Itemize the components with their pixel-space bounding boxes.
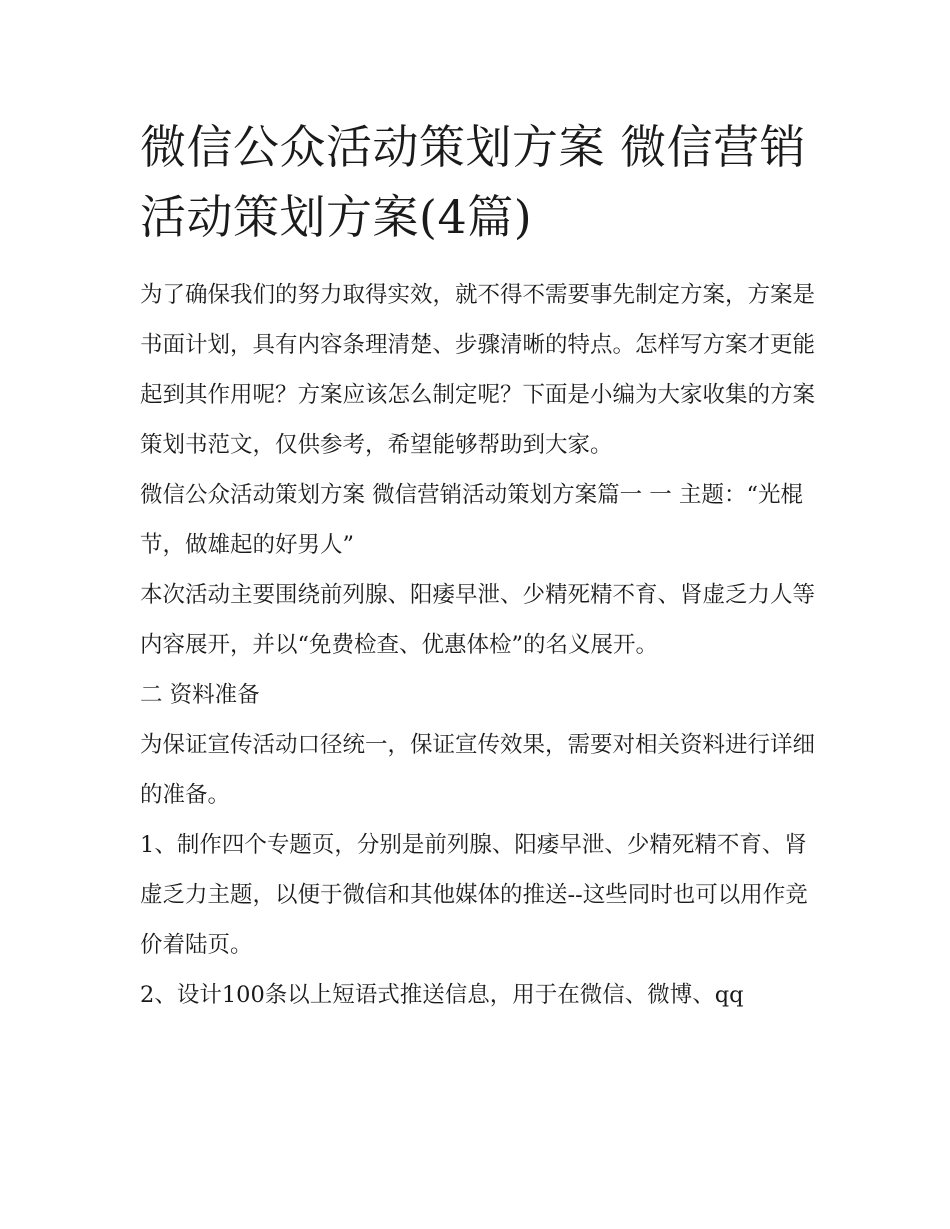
list-item-two: 2、设计100条以上短语式推送信息，用于在微信、微博、qq bbox=[140, 982, 744, 1008]
list-item-one: 1、制作四个专题页，分别是前列腺、阳痿早泄、少精死精不育、肾虚乏力主题，以便于微信和其他媒体的推送--这些同时也可以用作竞价着陆页。 bbox=[140, 832, 808, 958]
document-title: 微信公众活动策划方案 微信营销活动策划方案(4篇) bbox=[140, 120, 807, 244]
activity-description-paragraph: 本次活动主要围绕前列腺、阳痿早泄、少精死精不育、肾虚乏力人等内容展开，并以“免费检查、优惠体检”的名义展开。 bbox=[140, 582, 816, 658]
intro-paragraph: 为了确保我们的努力取得实效，就不得不需要事先制定方案，方案是书面计划，具有内容条理清楚、步骤清晰的特点。怎样写方案才更能起到其作用呢？方案应该怎么制定呢？下面是小编为大家收集的方案策划书范文，仅供参考，希望能够帮助到大家。 bbox=[140, 282, 816, 458]
materials-paragraph: 为保证宣传活动口径统一，保证宣传效果，需要对相关资料进行详细的准备。 bbox=[140, 732, 816, 808]
section-heading-one: 微信公众活动策划方案 微信营销活动策划方案篇一 一 主题：“光棍节，做雄起的好男人” bbox=[140, 482, 803, 558]
section-heading-two: 二 资料准备 bbox=[140, 682, 260, 708]
document-page bbox=[140, 112, 815, 1020]
